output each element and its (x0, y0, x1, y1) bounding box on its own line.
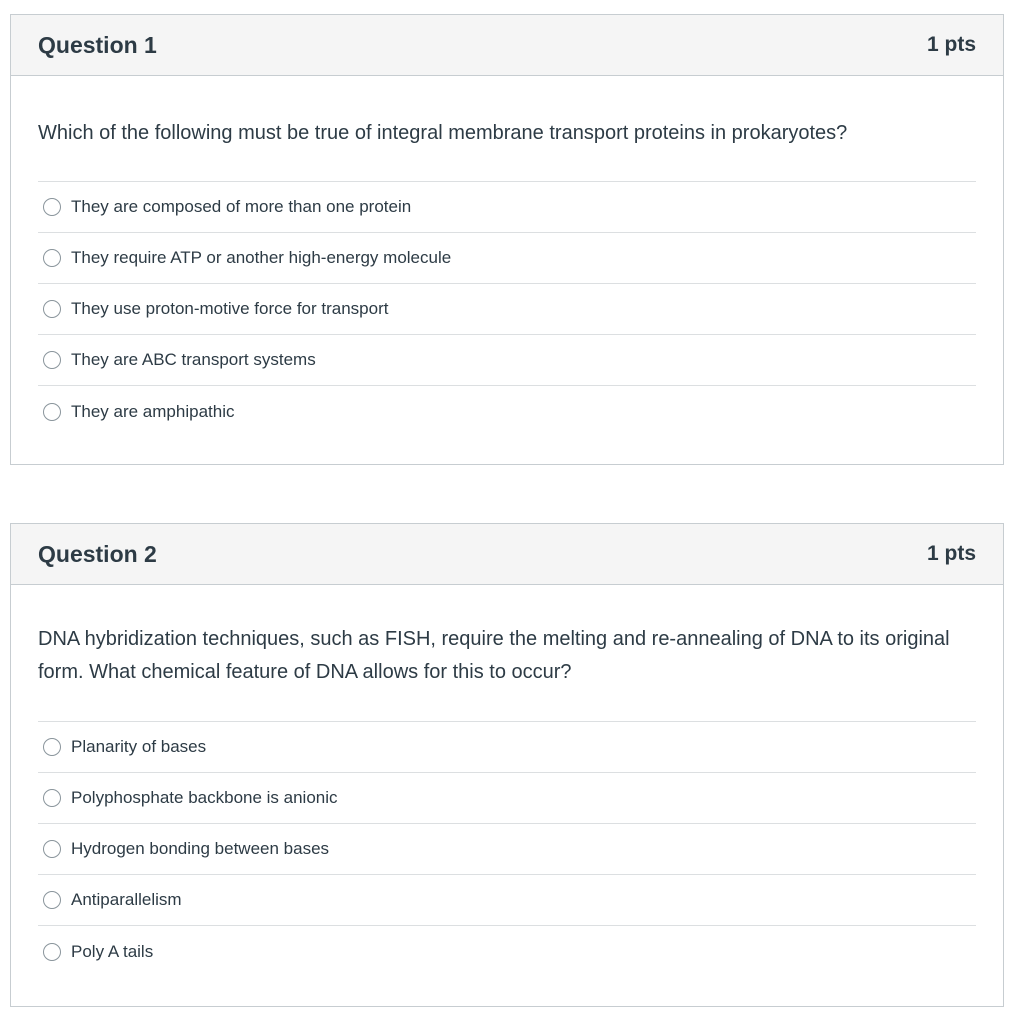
question-body (11, 623, 1003, 977)
answer-label: They require ATP or another high-energy molecule (71, 248, 452, 267)
answer-option[interactable] (38, 284, 976, 335)
answer-option[interactable] (38, 824, 976, 875)
radio-button[interactable] (43, 403, 61, 421)
question-header (11, 15, 1003, 76)
question-text: Which of the following must be true of integral membrane transport proteins in prokaryotes? (38, 122, 848, 144)
radio-button[interactable] (43, 300, 61, 318)
answer-option[interactable] (38, 875, 976, 926)
answer-label: Polyphosphate backbone is anionic (71, 788, 338, 807)
answer-label: They are amphipathic (71, 401, 235, 421)
answer-option[interactable] (38, 386, 976, 437)
radio-button[interactable] (43, 198, 61, 216)
answer-option[interactable] (38, 773, 976, 824)
answer-label: They are ABC transport systems (71, 350, 316, 369)
question-header (11, 524, 1003, 585)
question-title: Question 2 (38, 540, 157, 567)
answer-option[interactable] (38, 335, 976, 386)
radio-button[interactable] (43, 249, 61, 267)
question-title: Question 1 (38, 31, 157, 58)
question-2 (10, 523, 1004, 1007)
answer-label: Hydrogen bonding between bases (71, 839, 330, 858)
question-body (11, 117, 1003, 437)
answer-list (38, 181, 976, 437)
answer-label: Poly A tails (71, 941, 154, 961)
answer-label: They are composed of more than one protein (71, 197, 412, 216)
question-points: 1 pts (926, 33, 976, 56)
answer-option[interactable] (38, 926, 976, 977)
question-text: DNA hybridization techniques, such as FISH, require the melting and re-annealing of DNA to its original form. What chemical feature of DNA allows for this to occur? (38, 628, 950, 683)
radio-button[interactable] (43, 738, 61, 756)
answer-option[interactable] (38, 233, 976, 284)
answer-option[interactable] (38, 722, 976, 773)
question-1 (10, 14, 1004, 465)
answer-label: They use proton-motive force for transport (71, 299, 389, 318)
question-points: 1 pts (926, 542, 976, 565)
answer-label: Antiparallelism (71, 890, 182, 909)
radio-button[interactable] (43, 789, 61, 807)
answer-option[interactable] (38, 182, 976, 233)
answer-list (38, 721, 976, 977)
radio-button[interactable] (43, 351, 61, 369)
answer-label: Planarity of bases (71, 737, 207, 756)
radio-button[interactable] (43, 891, 61, 909)
radio-button[interactable] (43, 943, 61, 961)
radio-button[interactable] (43, 840, 61, 858)
